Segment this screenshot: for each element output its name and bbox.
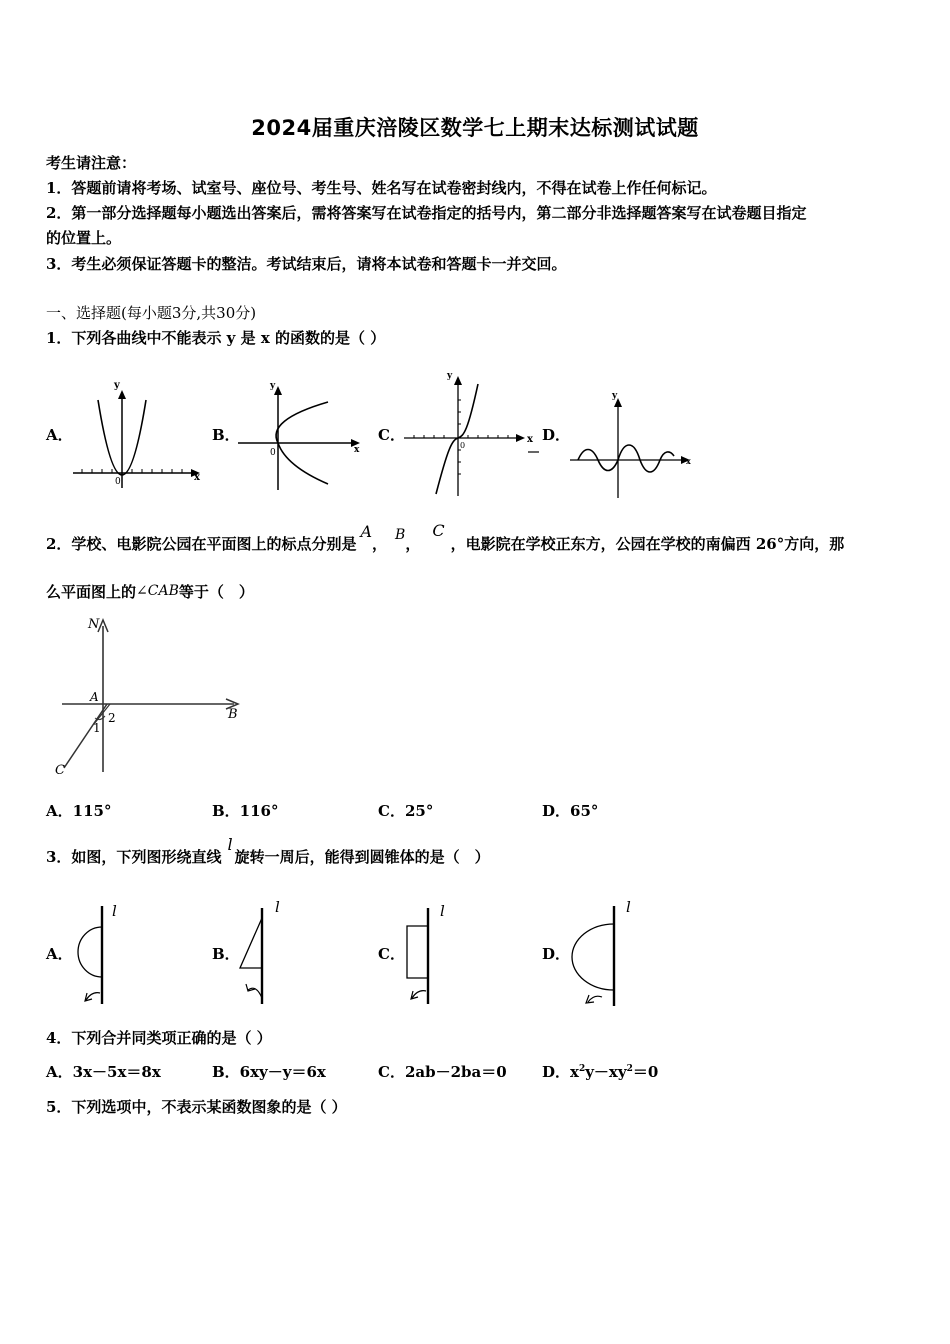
q2-option-a: A．115° [46, 802, 112, 820]
q1-graph-b [236, 380, 366, 492]
q4-option-c: C．2ab－2ba＝0 [378, 1063, 507, 1081]
q3-figure-a [70, 898, 140, 1010]
q3-stem-a: 3．如图，下列图形绕直线 [46, 848, 222, 866]
q4-stem: 4．下列合并同类项正确的是（ ） [46, 1029, 272, 1047]
q2-option-c: C．25° [378, 802, 434, 820]
q3-figure-c [398, 896, 468, 1008]
notice-heading: 考生请注意： [46, 154, 137, 172]
q2-point-a: A [360, 522, 373, 541]
q3-figure-d [562, 894, 642, 1009]
q3-figure-b [232, 896, 302, 1008]
q1a-y: y [114, 380, 120, 391]
q1c-o: 0 [460, 441, 466, 450]
q1-label-d: D． [542, 426, 571, 444]
q1-graph-d [568, 388, 698, 503]
q2-fig-2: 2 [108, 711, 116, 725]
q2-fig-n: N [88, 617, 100, 632]
q2-option-d: D．65° [542, 802, 599, 820]
q3-line-l: l [227, 835, 233, 854]
notice-item-1: 1．答题前请将考场、试室号、座位号、考生号、姓名写在试卷密封线内，不得在试卷上作任何标记。 [46, 179, 717, 197]
q1-label-b: B． [212, 426, 240, 444]
section-heading: 一、选择题(每小题3分,共30分) [46, 304, 257, 322]
q2-stem-line2 [46, 581, 254, 602]
q5-stem: 5．下列选项中，不表示某函数图象的是（ ） [46, 1098, 347, 1116]
q2-option-b: B．116° [212, 802, 279, 820]
q2-stem-b: ，电影院在学校正东方，公园在学校的南偏西 26°方向，那 [450, 535, 845, 553]
q2-sep2: ， [405, 535, 421, 553]
q1d-x: x [686, 456, 691, 466]
notice-item-2: 2．第一部分选择题每小题选出答案后，需将答案写在试卷指定的括号内，第二部分非选择题答案写在试卷题目指定 [46, 204, 807, 222]
q2-stem-a: 2．学校、电影院公园在平面图上的标点分别是 [46, 535, 357, 553]
q2-fig-c: C [55, 763, 65, 778]
q4-d-part1: D．x [542, 1063, 579, 1081]
q3-label-a: A． [46, 945, 73, 963]
q1b-x: x [354, 445, 360, 455]
q2-sep1: ， [372, 535, 388, 553]
q1-graph-c [402, 370, 540, 500]
q2-point-b: B [395, 527, 406, 543]
q3c-l: l [440, 902, 445, 920]
q3a-l: l [112, 902, 117, 920]
notice-item-3: 3．考生必须保证答题卡的整洁。考试结束后，请将本试卷和答题卡一并交回。 [46, 255, 567, 273]
q1-graph-a [70, 380, 205, 490]
q1-stem: 1．下列各曲线中不能表示 y 是 x 的函数的是（ ） [46, 329, 386, 347]
q1-label-a: A． [46, 426, 73, 444]
q1c-y: y [447, 371, 453, 381]
q3-stem-b: 旋转一周后，能得到圆锥体的是（ ） [234, 848, 490, 866]
q2-fig-1: 1 [93, 721, 101, 735]
page-title: 2024届重庆涪陵区数学七上期末达标测试试题 [251, 116, 699, 140]
notice-item-2-cont: 的位置上。 [46, 229, 122, 247]
q4-d-part3: ＝0 [632, 1063, 659, 1081]
q1d-y: y [612, 391, 618, 401]
q1a-o: 0 [115, 477, 121, 487]
q2-stem-line1 [46, 521, 845, 554]
q3-label-b: B． [212, 945, 240, 963]
q2-line2-b: 等于（ ） [178, 583, 254, 601]
q3b-l: l [275, 898, 280, 916]
q2-angle: ∠CAB [136, 583, 179, 599]
q3-stem [46, 835, 490, 867]
q1c-x: x [527, 434, 533, 445]
q4-d-sup1: 2 [578, 1064, 586, 1074]
q4-d-part2: y－xy [585, 1063, 627, 1081]
q1b-y: y [270, 381, 276, 391]
q3d-l: l [626, 898, 631, 916]
q1a-x: x [194, 472, 200, 483]
q4-option-a: A．3x－5x＝8x [46, 1063, 161, 1081]
q4-option-d [542, 1061, 658, 1082]
q2-figure [50, 612, 250, 782]
q1b-o: 0 [270, 448, 276, 458]
q3-label-d: D． [542, 945, 571, 963]
q4-d-sup2: 2 [626, 1064, 633, 1074]
q2-point-c: C [432, 521, 445, 540]
q4-option-b: B．6xy－y＝6x [212, 1063, 326, 1081]
q2-fig-a: A [90, 690, 99, 704]
q1-label-c: C． [378, 426, 405, 444]
q2-line2-a: 么平面图上的 [46, 583, 137, 601]
q2-fig-b: B [228, 707, 238, 722]
q3-label-c: C． [378, 945, 405, 963]
